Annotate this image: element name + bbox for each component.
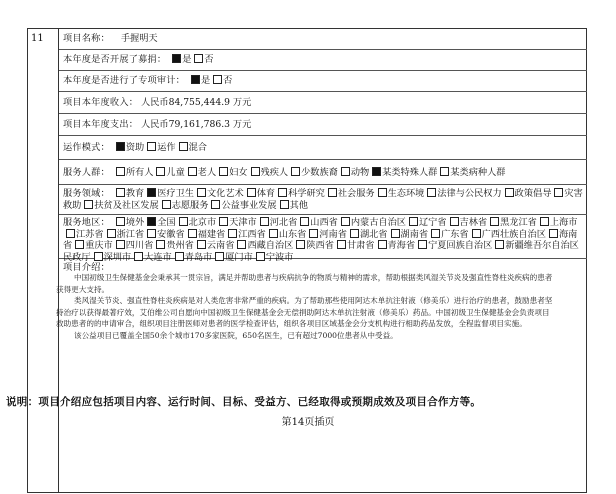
- service-field-checkbox[interactable]: [116, 188, 125, 197]
- service-area-checkbox[interactable]: [309, 229, 318, 238]
- service-area-option-label: 陕西省: [306, 240, 334, 252]
- service-area-checkbox[interactable]: [350, 229, 359, 238]
- service-field-option-label: 科学研究: [288, 188, 325, 199]
- income-row: [59, 92, 587, 114]
- service-area-option-label: 江西省: [238, 228, 266, 240]
- service-area-checkbox[interactable]: [179, 217, 188, 226]
- service-area-label: 服务地区：: [63, 217, 110, 228]
- intro-body: [56, 272, 556, 342]
- target-group-option-label: 老人: [197, 167, 217, 178]
- target-group-checkbox[interactable]: [440, 167, 449, 176]
- service-area-option-label: 厦门市: [225, 251, 253, 263]
- service-field-checkbox[interactable]: [328, 188, 337, 197]
- service-area-option-label: 河北省: [269, 217, 298, 228]
- service-area-option-label: 吉林省: [459, 217, 488, 228]
- project-name-value: 手握明天: [120, 33, 158, 44]
- target-group-options: [113, 167, 506, 178]
- service-area-checkbox[interactable]: [450, 217, 459, 226]
- service-area-options: [63, 217, 579, 263]
- service-area-option-label: 甘肃省: [346, 240, 375, 252]
- operation-mode-checkbox[interactable]: [147, 142, 156, 151]
- annual-review-option-label: 是: [182, 54, 192, 65]
- service-area-option-label: 湖南省: [400, 228, 429, 240]
- service-area-option-label: 天津市: [229, 217, 257, 228]
- service-area-option-label: 黑龙江省: [500, 217, 537, 228]
- fundraising-label: 本年度是否开展了募捐：: [63, 54, 167, 65]
- target-group-row: [59, 160, 587, 185]
- service-area-option-label: 安徽省: [157, 228, 185, 240]
- service-area-checkbox[interactable]: [418, 240, 427, 249]
- service-area-option-label: 广东省: [441, 228, 469, 240]
- special-audit-option-label: 否: [223, 75, 233, 86]
- service-area-option-label: 河南省: [319, 228, 347, 240]
- service-area-option-label: 境外: [125, 217, 145, 228]
- service-area-checkbox[interactable]: [269, 229, 278, 238]
- service-field-option-label: 社会服务: [337, 188, 375, 199]
- service-area-checkbox[interactable]: [116, 217, 125, 226]
- service-area-checkbox[interactable]: [237, 240, 246, 249]
- target-group-option-label: 某类特殊人群: [382, 167, 438, 178]
- service-area-checkbox[interactable]: [495, 240, 504, 249]
- service-area-option-label: 广西壮族自治区: [481, 228, 546, 240]
- expense-label: 项目本年度支出：: [63, 119, 139, 130]
- service-area-checkbox[interactable]: [228, 229, 237, 238]
- service-area-option-label: 深圳市: [103, 251, 132, 263]
- operation-mode-option-label: 运作: [157, 142, 176, 153]
- service-area-option-label: 浙江省: [116, 228, 145, 240]
- service-area-option-label: 四川省: [125, 240, 154, 252]
- service-field-checkbox[interactable]: [278, 188, 287, 197]
- service-area-option-label: 上海市: [549, 217, 578, 228]
- service-area-option-label: 大连市: [144, 251, 172, 263]
- intro-label: 项目介绍：: [63, 262, 110, 273]
- service-field-checkbox[interactable]: [505, 188, 514, 197]
- service-area-checkbox[interactable]: [378, 240, 387, 249]
- special-audit-checkbox[interactable]: [213, 75, 222, 84]
- target-group-checkbox[interactable]: [291, 167, 300, 176]
- service-field-row: [59, 185, 587, 215]
- service-area-option-label: 北京市: [188, 217, 217, 228]
- page-label: 第14页插页: [281, 417, 335, 428]
- service-area-checkbox[interactable]: [147, 217, 156, 226]
- annual-review-option-label: 否: [204, 54, 214, 65]
- service-area-row: [59, 215, 587, 263]
- target-group-option-label: 儿童: [166, 167, 185, 178]
- service-field-checkbox[interactable]: [247, 188, 256, 197]
- service-area-option-label: 江苏省: [76, 228, 104, 240]
- service-area-checkbox[interactable]: [472, 229, 481, 238]
- operation-mode-option-label: 混合: [188, 142, 207, 153]
- service-area-checkbox[interactable]: [431, 229, 440, 238]
- service-area-option-label: 青海省: [387, 240, 416, 252]
- service-area-checkbox[interactable]: [156, 240, 165, 249]
- intro-paragraph: 类风湿关节炎、强直性脊柱炎疾病是对人类危害非常严重的疾病。为了帮助那些使用阿达木单抗注射液（修美乐）进行治疗的患者，鼓励患者坚持治疗以获得最著疗效，艾伯维公司自愿向中国初级卫生保健基金会无偿捐助阿达木单抗注射液（修美乐）药品。中国初级卫生保健基金会负责项目救助患者的的申请审合，组织项目注册医师对患者的医学检查评估，组织各项目区域基金会分支机构进行相助药品发放，全程监督项目实施。: [56, 296, 553, 329]
- service-field-checkbox[interactable]: [378, 188, 387, 197]
- operation-mode-row: [59, 136, 587, 160]
- income-label: 项目本年度收入：: [63, 97, 139, 108]
- fundraising-options: [169, 54, 213, 65]
- service-area-option-label: 湖北省: [359, 228, 388, 240]
- service-area-checkbox[interactable]: [341, 217, 350, 226]
- target-group-option-label: 所有人: [125, 167, 154, 178]
- intro-paragraph: 该公益项目已覆盖全国50余个城市170多家医院，650名医生，已有超过7000位患者从中受益。: [74, 330, 398, 340]
- service-area-option-label: 贵州省: [166, 240, 194, 252]
- service-area-checkbox[interactable]: [300, 217, 309, 226]
- service-area-option-label: 辽宁省: [418, 217, 447, 228]
- service-area-checkbox[interactable]: [219, 217, 228, 226]
- service-field-option-label: 体育: [256, 188, 276, 199]
- service-field-option-label: 其他: [289, 199, 308, 211]
- service-area-checkbox[interactable]: [391, 229, 400, 238]
- operation-mode-checkbox[interactable]: [116, 142, 125, 151]
- target-group-option-label: 残疾人: [260, 167, 289, 178]
- service-field-checkbox[interactable]: [162, 200, 171, 209]
- service-area-checkbox[interactable]: [490, 217, 499, 226]
- annual-review-checkbox[interactable]: [194, 54, 203, 63]
- target-group-checkbox[interactable]: [372, 167, 381, 176]
- service-area-checkbox[interactable]: [197, 240, 206, 249]
- service-area-checkbox[interactable]: [66, 229, 75, 238]
- service-field-checkbox[interactable]: [147, 188, 156, 197]
- service-area-option-label: 云南省: [206, 240, 235, 252]
- service-field-option-label: 医疗卫生: [157, 188, 194, 199]
- service-area-option-label: 西藏自治区: [247, 240, 294, 252]
- service-area-checkbox[interactable]: [147, 229, 156, 238]
- service-field-option-label: 文化艺术: [206, 188, 244, 199]
- target-group-option-label: 少数族裔: [301, 167, 338, 178]
- target-group-checkbox[interactable]: [341, 167, 350, 176]
- service-field-option-label: 教育: [125, 188, 145, 199]
- service-area-option-label: 内蒙古自治区: [350, 217, 406, 228]
- service-field-option-label: 法律与公民权力: [437, 188, 502, 199]
- project-name-row: [59, 29, 587, 50]
- service-area-checkbox[interactable]: [188, 229, 197, 238]
- service-field-option-label: 志愿服务: [171, 199, 209, 211]
- footnote: 说明：项目介绍应包括项目内容、运行时间、目标、受益方、已经取得或预期成效及项目合作方等。: [6, 396, 482, 408]
- service-area-checkbox[interactable]: [116, 240, 125, 249]
- target-group-checkbox[interactable]: [219, 167, 228, 176]
- operation-mode-option-label: 资助: [125, 142, 145, 153]
- annual-review-checkbox[interactable]: [172, 54, 181, 63]
- service-field-option-label: 灾害救助: [63, 188, 583, 211]
- service-field-options: [63, 188, 583, 211]
- service-area-checkbox[interactable]: [409, 217, 418, 226]
- operation-mode-label: 运作模式：: [63, 142, 110, 153]
- service-area-checkbox[interactable]: [540, 217, 549, 226]
- special-audit-options: [188, 75, 232, 86]
- service-field-option-label: 公益事业发展: [221, 199, 277, 211]
- service-area-option-label: 海南省: [63, 228, 578, 252]
- operation-mode-options: [113, 142, 207, 153]
- expense-value: 人民币79,161,786.3 万元: [141, 119, 252, 130]
- service-area-option-label: 宁波市: [265, 251, 294, 263]
- service-field-option-label: 政策倡导: [514, 188, 552, 199]
- target-group-option-label: 妇女: [229, 167, 248, 178]
- service-area-option-label: 全国: [157, 217, 176, 228]
- target-group-checkbox[interactable]: [116, 167, 125, 176]
- service-area-option-label: 新疆维吾尔自治区民政厅: [63, 240, 579, 263]
- service-area-checkbox[interactable]: [75, 240, 84, 249]
- service-area-option-label: 重庆市: [85, 240, 113, 252]
- service-area-checkbox[interactable]: [337, 240, 346, 249]
- service-field-checkbox[interactable]: [197, 188, 206, 197]
- service-field-checkbox[interactable]: [280, 200, 289, 209]
- target-group-checkbox[interactable]: [156, 167, 165, 176]
- expense-row: [59, 114, 587, 136]
- service-area-checkbox[interactable]: [260, 217, 269, 226]
- service-field-option-label: 生态环境: [387, 188, 425, 199]
- project-name-label: 项目名称：: [63, 33, 110, 44]
- service-field-option-label: 扶贫及社区发展: [94, 199, 159, 211]
- service-field-checkbox[interactable]: [427, 188, 436, 197]
- target-group-checkbox[interactable]: [188, 167, 197, 176]
- service-field-checkbox[interactable]: [554, 188, 563, 197]
- service-area-option-label: 山西省: [310, 217, 338, 228]
- service-area-option-label: 福建省: [197, 228, 226, 240]
- row-number: 11: [31, 33, 44, 44]
- service-area-option-label: 山东省: [278, 228, 307, 240]
- service-area-checkbox[interactable]: [107, 229, 116, 238]
- target-group-option-label: 某类病种人群: [450, 167, 506, 178]
- target-group-option-label: 动物: [350, 167, 370, 178]
- target-group-label: 服务人群：: [63, 167, 110, 178]
- service-field-checkbox[interactable]: [84, 200, 93, 209]
- special-audit-option-label: 是: [200, 75, 211, 86]
- service-area-checkbox[interactable]: [296, 240, 305, 249]
- service-field-checkbox[interactable]: [211, 200, 220, 209]
- operation-mode-checkbox[interactable]: [179, 142, 188, 151]
- service-area-option-label: 青岛市: [184, 251, 213, 263]
- fundraising-row: [59, 50, 587, 71]
- special-audit-label: 本年度是否进行了专项审计：: [63, 75, 186, 86]
- intro-paragraph: 中国初级卫生保健基金会秉承其一贯宗旨，满足并帮助患者与疾病抗争的物质与精神的需求，帮助根据类风湿关节炎及强直性脊柱炎疾病的患者获得更大支持。: [56, 273, 553, 294]
- service-area-checkbox[interactable]: [549, 229, 558, 238]
- target-group-checkbox[interactable]: [251, 167, 260, 176]
- service-area-option-label: 宁夏回族自治区: [428, 240, 493, 252]
- service-field-label: 服务领域：: [63, 188, 110, 199]
- income-value: 人民币84,755,444.9 万元: [141, 97, 252, 108]
- special-audit-row: [59, 71, 587, 92]
- special-audit-checkbox[interactable]: [191, 75, 200, 84]
